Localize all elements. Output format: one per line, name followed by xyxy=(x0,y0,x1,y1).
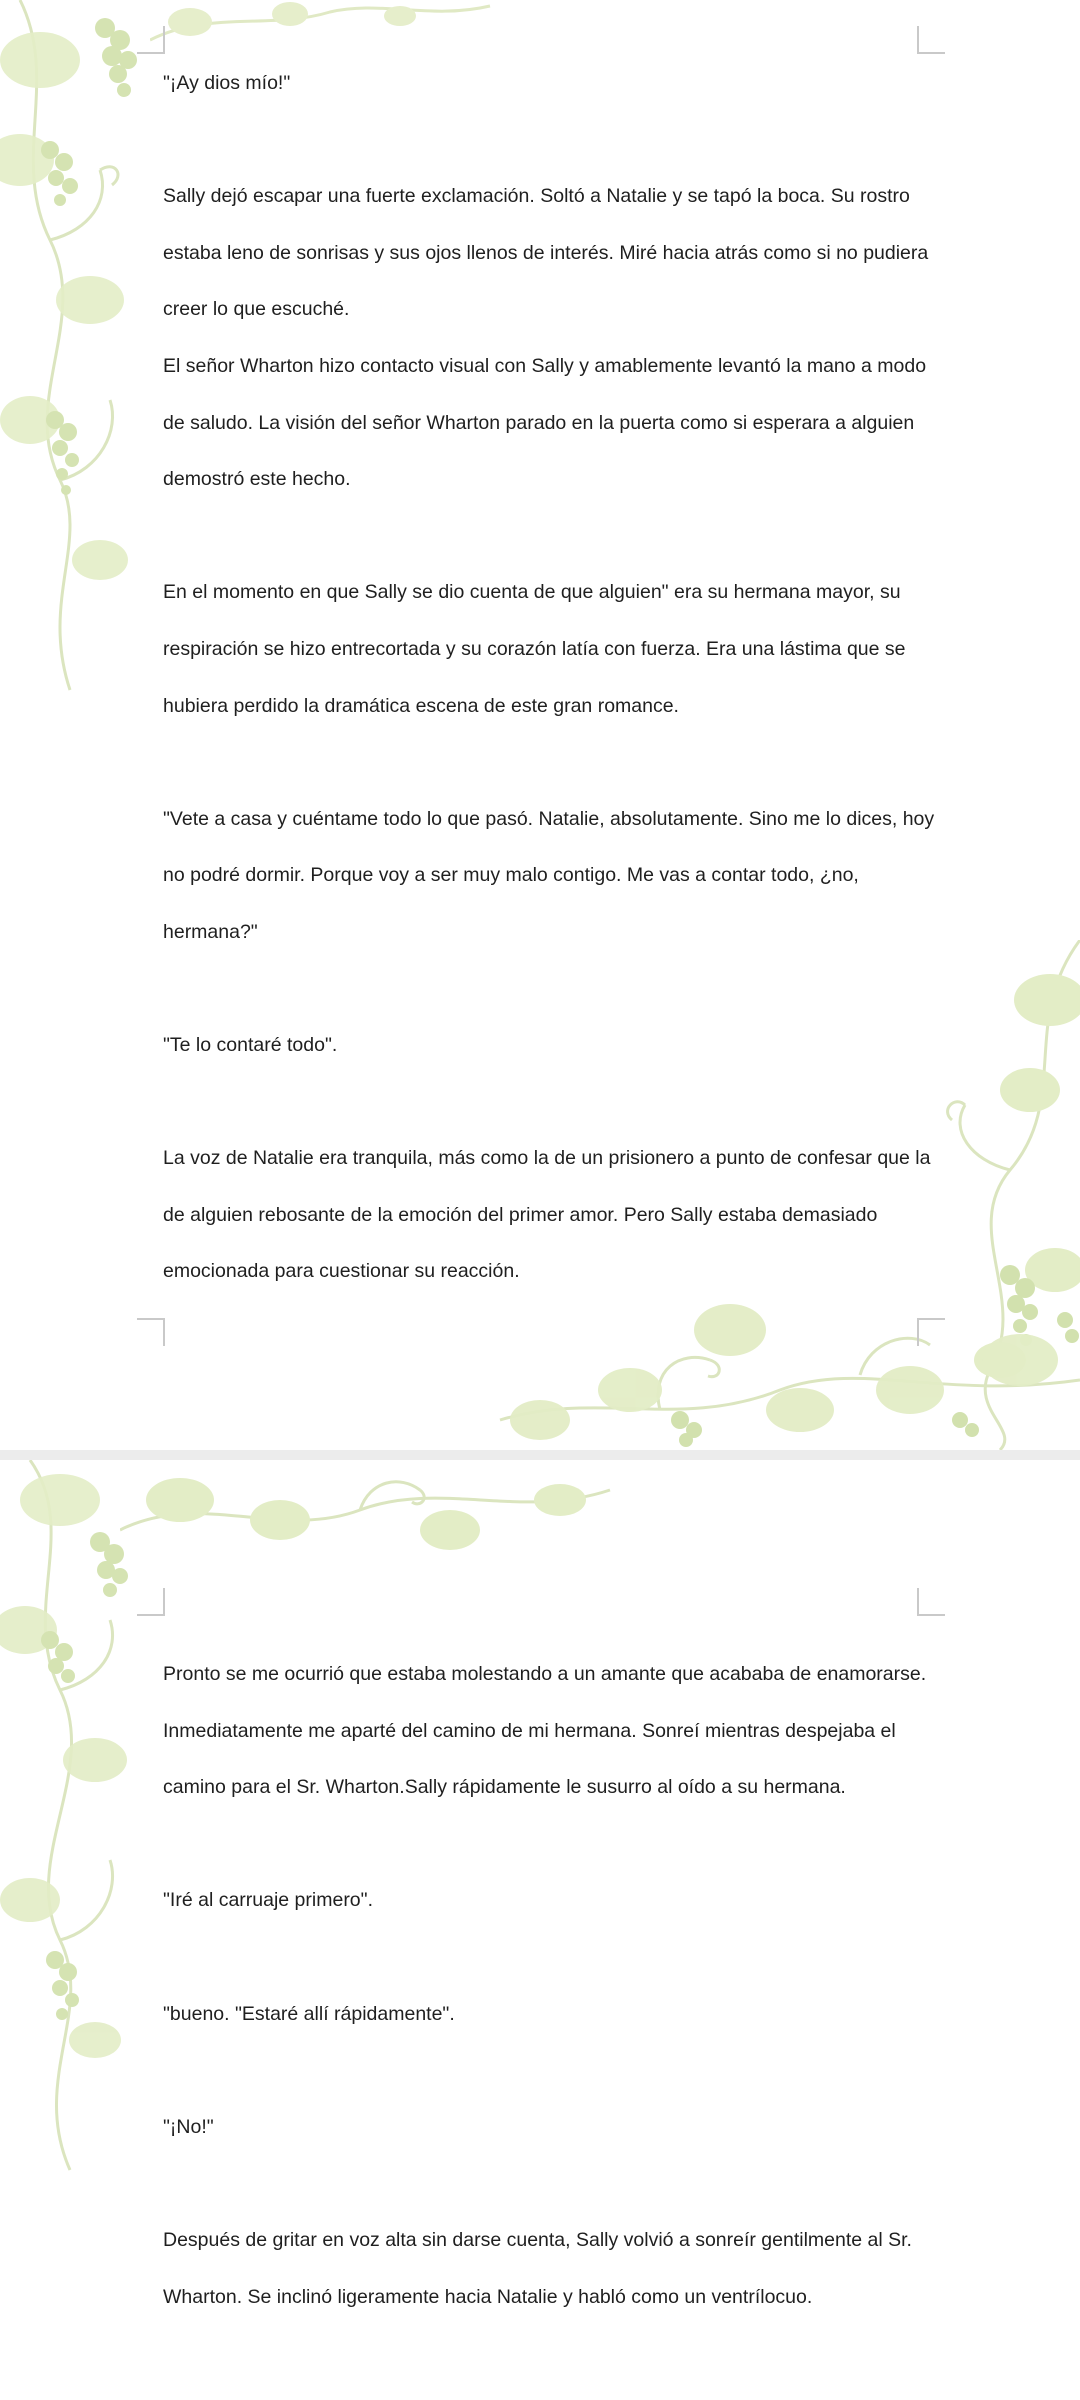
crop-mark-top-right xyxy=(917,1588,945,1616)
blank-line xyxy=(163,734,923,791)
paragraph-line: "bueno. "Estaré allí rápidamente". xyxy=(163,2002,455,2025)
paragraph-line: "¡No!" xyxy=(163,2115,214,2138)
paragraph-line: camino para el Sr. Wharton.Sally rápidamente le susurro al oído a su hermana. xyxy=(163,1776,846,1799)
paragraph-line: estaba leno de sonrisas y sus ojos llenos de interés. Miré hacia atrás como si no pudiera xyxy=(163,241,929,264)
page-1-text xyxy=(163,55,935,1300)
paragraph-line: de alguien rebosante de la emoción del primer amor. Pero Sally estaba demasiado xyxy=(163,1203,878,1226)
paragraph-line: "Vete a casa y cuéntame todo lo que pasó. Natalie, absolutamente. Sino me lo dices, hoy xyxy=(163,807,935,830)
crop-mark-bottom-right xyxy=(917,1318,945,1346)
crop-mark-bottom-left xyxy=(137,1318,165,1346)
paragraph-line: creer lo que escuché. xyxy=(163,298,350,321)
crop-mark-top-left xyxy=(137,1588,165,1616)
paragraph-line: Inmediatamente me aparté del camino de mi hermana. Sonreí mientras despejaba el xyxy=(163,1719,896,1742)
paragraph-line: demostró este hecho. xyxy=(163,468,351,491)
page-2-text xyxy=(163,1646,927,2325)
paragraph-line: "Iré al carruaje primero". xyxy=(163,1889,373,1912)
blank-line xyxy=(163,112,923,169)
vine-decoration-top xyxy=(150,0,500,60)
paragraph-line: hermana?" xyxy=(163,920,258,943)
paragraph-line: Después de gritar en voz alta sin darse cuenta, Sally volvió a sonreír gentilmente al Sr. xyxy=(163,2228,912,2251)
blank-line xyxy=(163,1074,923,1131)
paragraph-line: Wharton. Se inclinó ligeramente hacia Natalie y habló como un ventrílocuo. xyxy=(163,2285,813,2308)
crop-mark-top-left xyxy=(137,26,165,54)
document-page-2 xyxy=(0,1460,1080,2400)
blank-line xyxy=(163,508,923,565)
paragraph-line: "Te lo contaré todo". xyxy=(163,1034,338,1057)
blank-line xyxy=(163,2155,923,2212)
blank-line xyxy=(163,1816,923,1873)
paragraph-line: respiración se hizo entrecortada y su corazón latía con fuerza. Era una lástima que se xyxy=(163,637,906,660)
blank-line xyxy=(163,2042,923,2099)
paragraph-line: "¡Ay dios mío!" xyxy=(163,72,291,94)
paragraph-line: de saludo. La visión del señor Wharton parado en la puerta como si esperara a alguien xyxy=(163,411,915,434)
paragraph-line: Sally dejó escapar una fuerte exclamación. Soltó a Natalie y se tapó la boca. Su rostro xyxy=(163,185,910,208)
crop-mark-top-right xyxy=(917,26,945,54)
blank-line xyxy=(163,1929,923,1986)
paragraph-line: En el momento en que Sally se dio cuenta de que alguien" era su hermana mayor, su xyxy=(163,581,901,604)
paragraph-line: La voz de Natalie era tranquila, más como la de un prisionero a punto de confesar que la xyxy=(163,1147,931,1170)
paragraph-line: Pronto se me ocurrió que estaba molestando a un amante que acababa de enamorarse. xyxy=(163,1663,927,1685)
paragraph-line: El señor Wharton hizo contacto visual con Sally y amablemente levantó la mano a modo xyxy=(163,354,927,377)
paragraph-line: emocionada para cuestionar su reacción. xyxy=(163,1260,520,1283)
paragraph-line: no podré dormir. Porque voy a ser muy malo contigo. Me vas a contar todo, ¿no, xyxy=(163,864,859,887)
vine-decoration-top xyxy=(120,1460,620,1570)
blank-line xyxy=(163,961,923,1018)
paragraph-line: hubiera perdido la dramática escena de este gran romance. xyxy=(163,694,679,717)
page-separator xyxy=(0,1450,1080,1460)
